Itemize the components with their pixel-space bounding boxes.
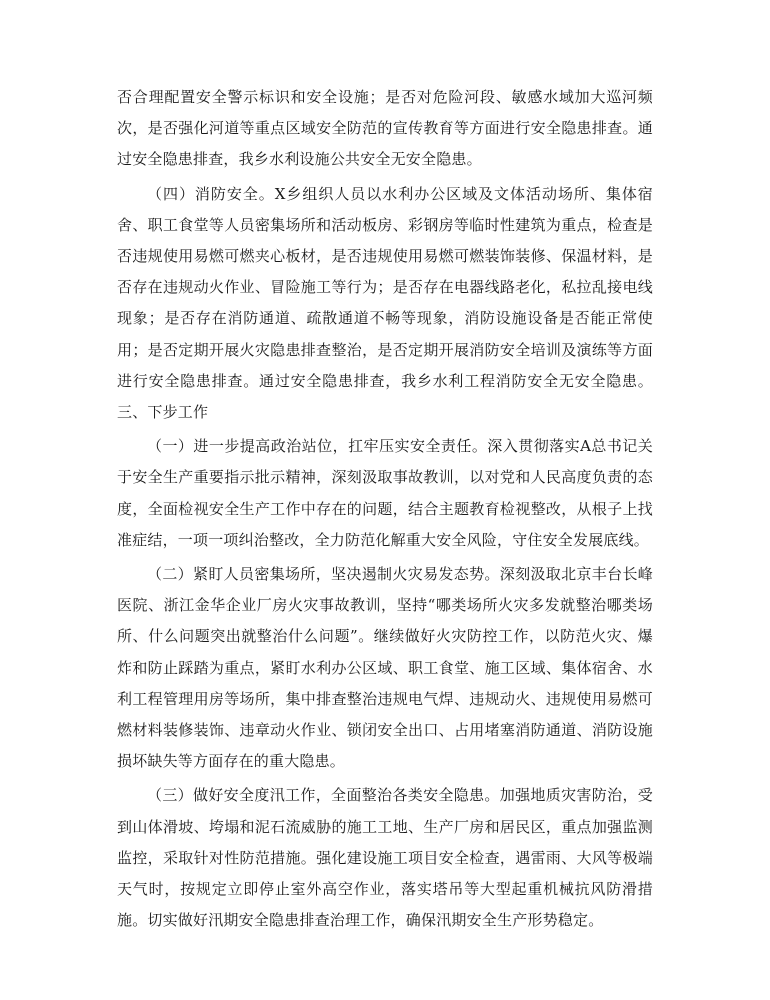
paragraph-water-facilities-inspection: 否合理配置安全警示标识和安全设施；是否对危险河段、敏感水域加大巡河频次，是否强化河道等重点区域安全防范的宣传教育等方面进行安全隐患排查。通过安全隐患排查，我乡水利设施公共安全无安全隐患。 xyxy=(117,88,653,169)
paragraph-political-stance: （一）进一步提高政治站位，扛牢压实安全责任。深入贯彻落实A总书记关于安全生产重要指示批示精神，深刻汲取事故教训，以对党和人民高度负责的态度，全面检视安全生产工作中存在的问题，结合主题教育检视整改，从根子上找准症结，一项一项纠治整改，全力防范化解重大安全风险，守住安全发展底线。 xyxy=(117,437,653,549)
paragraph-crowded-places: （二）紧盯人员密集场所，坚决遏制火灾易发态势。深刻汲取北京丰台长峰医院、浙江金华企业厂房火灾事故教训，坚持“哪类场所火灾多发就整治哪类场所、什么问题突出就整治什么问题”。继续做好火灾防控工作，以防范火灾、爆炸和防止踩踏为重点，紧盯水利办公区域、职工食堂、施工区域、集体宿舍、水利工程管理用房等场所，集中排查整治违规电气焊、违规动火、违规使用易燃可燃材料装修装饰、违章动火作业、锁闭安全出口、占用堵塞消防通道、消防设施损坏缺失等方面存在的重大隐患。 xyxy=(117,565,653,771)
paragraph-flood-season-safety: （三）做好安全度汛工作，全面整治各类安全隐患。加强地质灾害防治，受到山体滑坡、垮塌和泥石流威胁的施工工地、生产厂房和居民区，重点加强监测监控，采取针对性防范措施。强化建设施工项目安全检查，遇雷雨、大风等极端天气时，按规定立即停止室外高空作业，落实塔吊等大型起重机械抗风防滑措施。切实做好汛期安全隐患排查治理工作，确保汛期安全生产形势稳定。 xyxy=(117,786,653,930)
paragraph-fire-safety: （四）消防安全。X乡组织人员以水利办公区域及文体活动场所、集体宿舍、职工食堂等人员密集场所和活动板房、彩钢房等临时性建筑为重点，检查是否违规使用易燃可燃夹心板材，是否违规使用易燃可燃装饰装修、保温材料，是否存在违规动火作业、冒险施工等行为；是否存在电器线路老化，私拉乱接电线现象；是否存在消防通道、疏散通道不畅等现象，消防设施设备是否能正常使用；是否定期开展火灾隐患排查整治，是否定期开展消防安全培训及演练等方面进行安全隐患排查。通过安全隐患排查，我乡水利工程消防安全无安全隐患。三、下步工作 xyxy=(117,184,653,422)
document-page xyxy=(117,82,653,936)
